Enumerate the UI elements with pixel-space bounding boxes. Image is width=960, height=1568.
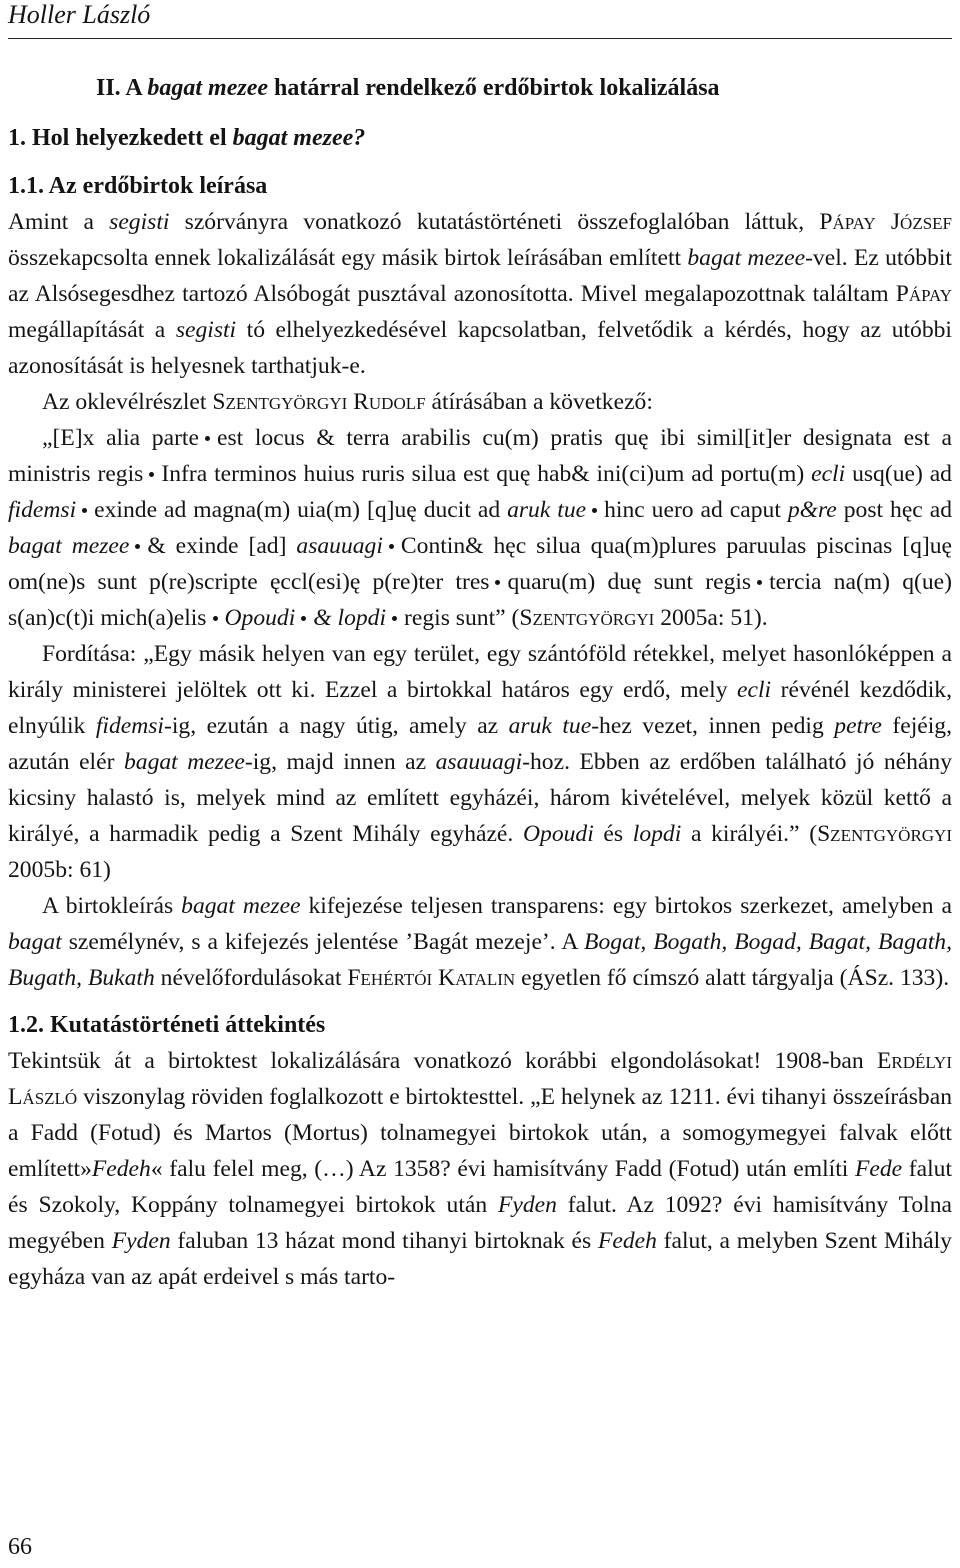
bullet-separator [757,580,762,585]
bullet-separator [149,472,154,477]
page-number: 66 [8,1534,32,1560]
bullet-separator [82,508,87,513]
bullet-separator [213,616,218,621]
section-heading-1-2: 1.2. Kutatástörténeti áttekintés [8,1012,326,1038]
translation-paragraph: Fordítása: „Egy másik helyen van egy terület, egy szántóföld rétekkel, melyet hasonlóképpen a király ministerei jelöltek ott ki. Ezzel a birtokkal határos egy erdő, mely ecli révénél kezdődik, elnyúlik fidemsi-ig, ezután a nagy útig, amely az aruk tue-hez vezet, innen pedig petre fejéig, azután elér bagat mezee-ig, majd innen az asauuagi-hoz. Ebben az erdőben található jó néhány kicsiny halastó is, melyek mind az említett egyházéi, három kivételével, melyek közül kettő a királyé, a harmadik pedig a Szent Mihály egyházé. Opoudi és lopdi a királyéi.” (Szentgyörgyi 2005b: 61) [8,641,953,883]
paragraph-1: Amint a segisti szórványra vonatkozó kutatástörténeti összefoglalóban láttuk, Pápay József összekapcsolta ennek lokalizálását egy másik birtok leírásában említett bagat mezee-vel. Ez utóbbit az Alsósegesdhez tartozó Alsóbogát pusztával azonosította. Mivel megalapozottnak találtam Pápay megállapítását a segisti tó elhelyezkedésével kapcsolatban, felvetődik a kérdés, hogy az utóbbi azonosítását is helyesnek tarthatjuk-e. [8,209,952,379]
latin-quotation: „[E]x alia parte est locus & terra arabilis cu(m) pratis quę ibi simil[it]er designata est a ministris regis Infra terminos huius ruris silua est quę hab& ini(ci)um ad portu(m) ecli usq(ue) ad fidemsi exinde ad magna(m) uia(m) [q]uę ducit ad aruk tue hinc uero ad caput p&re post hęc ad bagat mezee & exinde [ad] asauuagi Contin& hęc silua qua(m)plures paruulas piscinas [q]uę om(ne)s sunt p(re)scripte ęccl(esi)ę p(re)ter tres quaru(m) duę sunt regis tercia na(m) q(ue) s(an)c(t)i mich(a)elis Opoudi & lopdi regis sunt” (Szentgyörgyi 2005a: 51). [8,425,952,631]
bullet-separator [135,544,140,549]
running-header: Holler László [8,0,151,29]
section-heading-1: 1. Hol helyezkedett el bagat mezee? [8,125,366,151]
bullet-separator [592,508,597,513]
bullet-separator [205,436,210,441]
paragraph-2: Az oklevélrészlet Szentgyörgyi Rudolf átírásában a következő: [42,389,653,415]
page-body [8,70,952,1295]
bullet-separator [495,580,500,585]
bullet-separator [389,544,394,549]
chapter-heading: II. A bagat mezee határral rendelkező erdőbirtok lokalizálása [96,75,720,101]
bullet-separator [301,616,306,621]
paragraph-4: A birtokleírás bagat mezee kifejezése teljesen transparens: egy birtokos szerkezet, amelyben a bagat személynév, s a kifejezés jelentése ’Bagát mezeje’. A Bogat, Bogath, Bogad, Bagat, Bagath, Bugath, Bukath névelőfordulásokat Fehértói Katalin egyetlen fő címszó alatt tárgyalja (ÁSz. 133). [8,893,952,991]
paragraph-5: Tekintsük át a birtoktest lokalizálására vonatkozó korábbi elgondolásokat! 1908-ban Erdélyi László viszonylag röviden foglalkozott e birtoktesttel. „E helynek az 1211. évi tihanyi összeírásban a Fadd (Fotud) és Martos (Mortus) tolnamegyei birtokok után, a somogymegyei falvak előtt említett»Fedeh« falu felel meg, (…) Az 1358? évi hamisítvány Fadd (Fotud) után említi Fede falut és Szokoly, Koppány tolnamegyei birtokok után Fyden falut. Az 1092? évi hamisítvány Tolna megyében Fyden faluban 13 házat mond tihanyi birtoknak és Fedeh falut, a melyben Szent Mihály egyháza van az apát erdeivel s más tarto- [8,1048,952,1290]
bullet-separator [392,616,397,621]
section-heading-1-1: 1.1. Az erdőbirtok leírása [8,173,268,199]
header-rule [8,38,952,39]
